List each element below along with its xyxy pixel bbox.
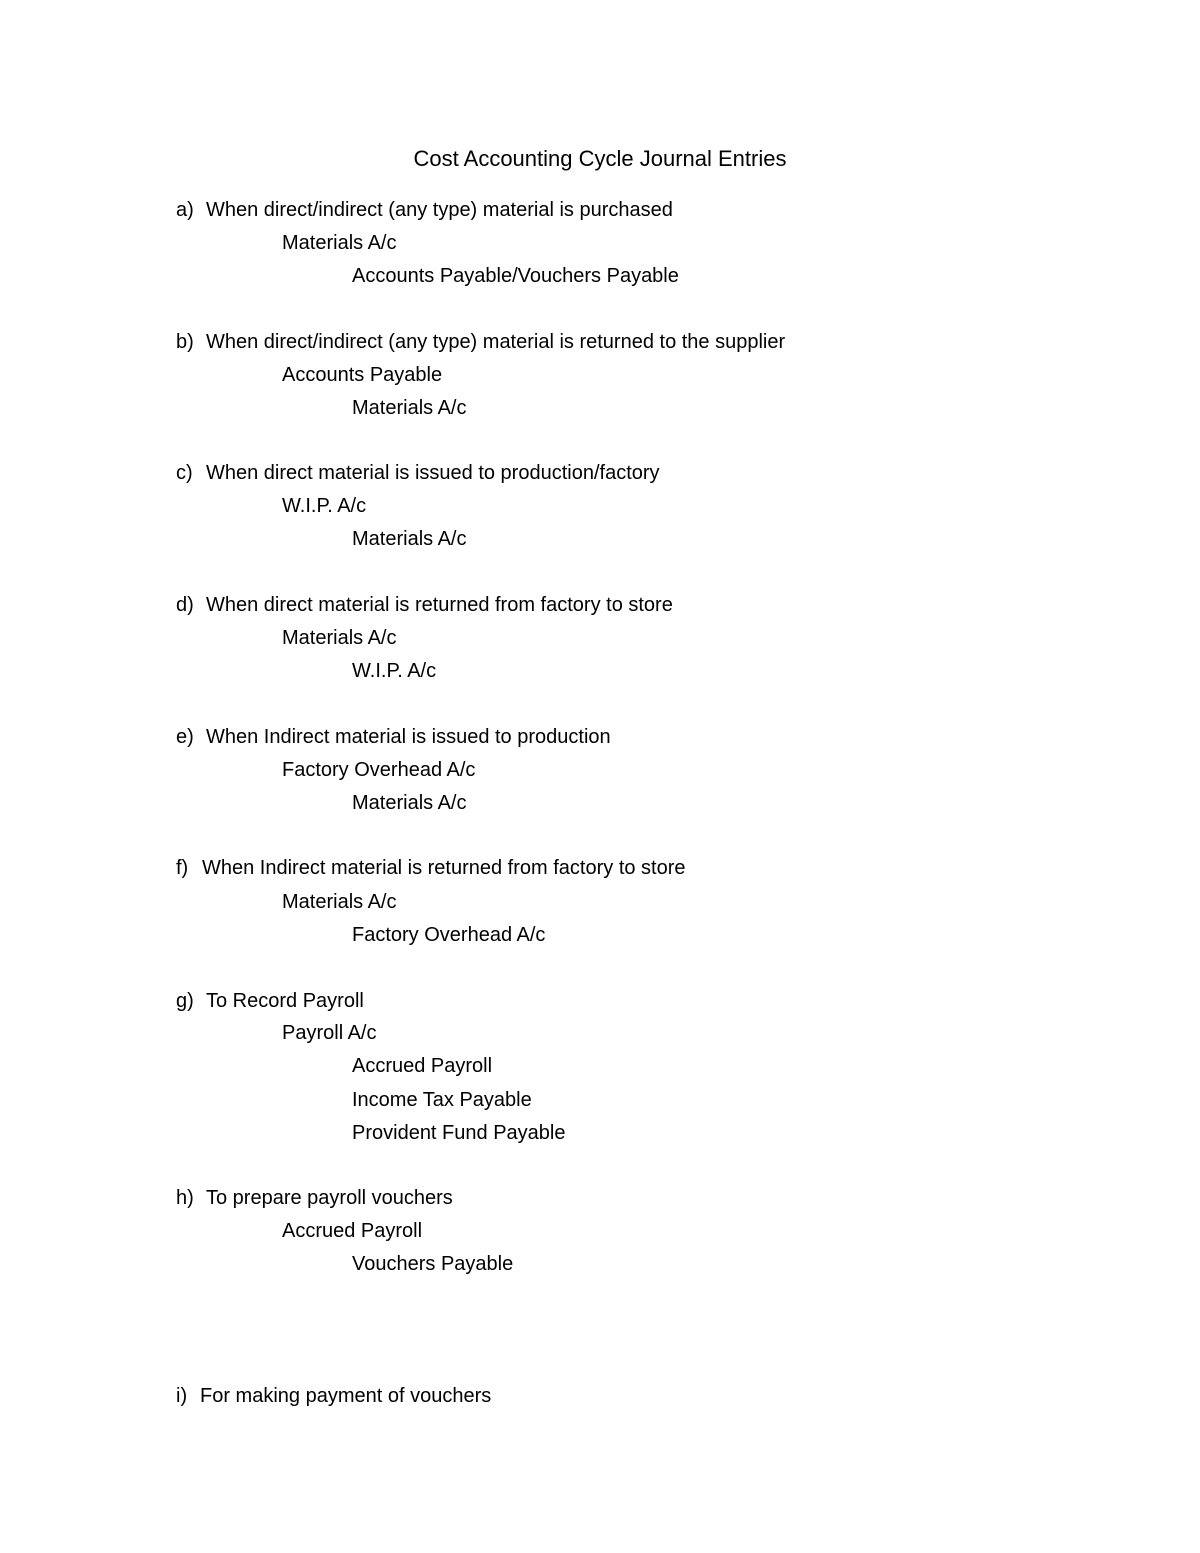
entry-f-credit: Factory Overhead A/c (352, 924, 546, 946)
entry-e-debit: Factory Overhead A/c (282, 759, 476, 781)
entry-letter: d) (176, 594, 194, 616)
entry-letter: b) (176, 331, 194, 353)
entry-letter: g) (176, 990, 194, 1012)
entry-a-credit: Accounts Payable/Vouchers Payable (352, 265, 679, 287)
entry-g-debit: Payroll A/c (282, 1022, 377, 1044)
entry-letter: f) (176, 857, 189, 879)
entry-e-question (176, 724, 611, 750)
entry-question-text: When Indirect material is issued to production (206, 726, 611, 748)
entry-question-text: To Record Payroll (206, 990, 364, 1012)
entry-c-question (176, 460, 660, 486)
entry-c-credit: Materials A/c (352, 528, 467, 550)
entry-letter: i) (176, 1385, 188, 1407)
entry-d-question (176, 592, 673, 618)
entry-question-text: When direct material is returned from factory to store (206, 594, 673, 616)
entry-a-debit: Materials A/c (282, 232, 397, 254)
entry-letter: e) (176, 726, 194, 748)
entry-h-debit: Accrued Payroll (282, 1220, 423, 1242)
entry-c-debit: W.I.P. A/c (282, 495, 367, 517)
entry-letter: c) (176, 462, 193, 484)
page-title (0, 144, 1200, 174)
entry-h-question (176, 1185, 453, 1211)
entry-question-text: When direct material is issued to production/factory (206, 462, 660, 484)
entry-question-text: When direct/indirect (any type) material is returned to the supplier (206, 331, 786, 353)
entry-f-question (176, 855, 686, 881)
entry-d-credit: W.I.P. A/c (352, 660, 437, 682)
page-title-text: Cost Accounting Cycle Journal Entries (413, 146, 787, 171)
entry-h-credit: Vouchers Payable (352, 1253, 514, 1275)
entry-letter: h) (176, 1187, 194, 1209)
entry-d-debit: Materials A/c (282, 627, 397, 649)
entry-g-credit-3: Provident Fund Payable (352, 1122, 566, 1144)
entry-b-debit: Accounts Payable (282, 364, 443, 386)
entry-g-question (176, 988, 364, 1014)
entry-letter: a) (176, 199, 194, 221)
entry-question-text: When Indirect material is returned from factory to store (202, 857, 686, 879)
entry-b-question (176, 329, 785, 355)
entry-g-credit-1: Accrued Payroll (352, 1055, 493, 1077)
entry-b-credit: Materials A/c (352, 397, 467, 419)
entry-i-question (176, 1383, 491, 1409)
entry-e-credit: Materials A/c (352, 792, 467, 814)
entry-question-text: To prepare payroll vouchers (206, 1187, 453, 1209)
entry-f-debit: Materials A/c (282, 891, 397, 913)
entry-question-text: When direct/indirect (any type) material is purchased (206, 199, 673, 221)
entry-a-question (176, 197, 673, 223)
entry-question-text: For making payment of vouchers (200, 1385, 492, 1407)
entry-g-credit-2: Income Tax Payable (352, 1089, 532, 1111)
